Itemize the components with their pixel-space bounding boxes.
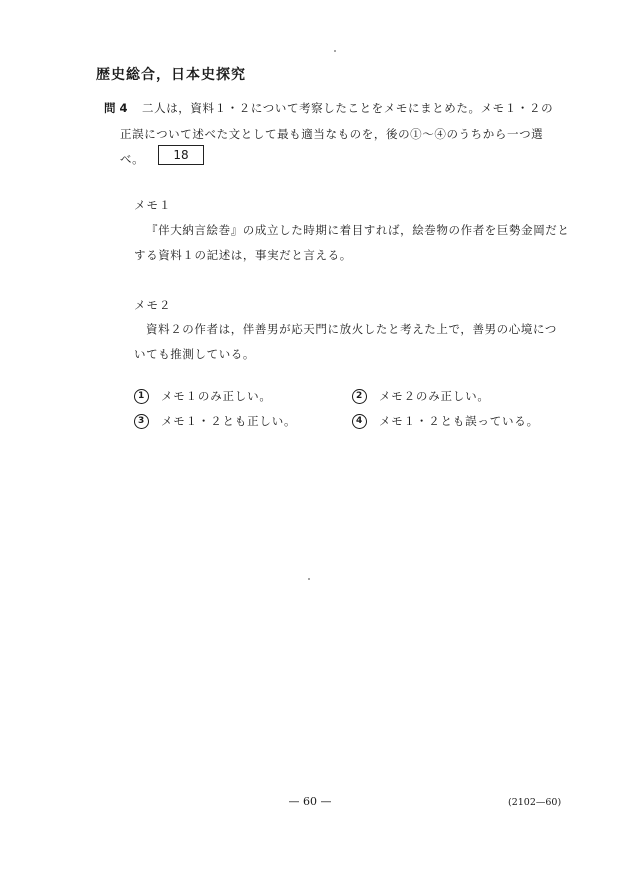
choice-option-1 <box>134 388 272 404</box>
scan-speck <box>308 578 310 580</box>
memo1-text-line: 『伴大納言絵巻』の成立した時期に着目すれば，絵巻物の作者を巨勢金岡だと <box>146 223 570 237</box>
choice-text: メモ１のみ正しい。 <box>161 389 272 403</box>
memo1-title: メモ１ <box>134 198 172 212</box>
choice-option-2 <box>352 388 490 404</box>
scan-speck <box>334 50 336 52</box>
page-code: (2102—60) <box>508 797 562 808</box>
question-text-line: 二人は，資料１・２について考察したことをメモにまとめた。メモ１・２の <box>142 101 554 115</box>
question-text-line: 正誤について述べた文として最も適当なものを，後の①～④のうちから一つ選 <box>120 127 544 141</box>
choice-option-4 <box>352 413 539 429</box>
choice-number-badge: 2 <box>352 389 367 404</box>
choice-text: メモ１・２とも誤っている。 <box>379 414 539 428</box>
choice-number-badge: 1 <box>134 389 149 404</box>
answer-box: 18 <box>158 145 204 165</box>
page-number: — 60 — <box>288 795 332 808</box>
question-label: 問 4 <box>104 101 128 115</box>
memo2-text-line: いても推測している。 <box>134 347 255 361</box>
memo1-text-line: する資料１の記述は，事実だと言える。 <box>134 248 352 262</box>
choice-option-3 <box>134 413 296 429</box>
choice-number-badge: 4 <box>352 414 367 429</box>
subject-heading: 歴史総合，日本史探究 <box>96 67 246 83</box>
memo2-text-line: 資料２の作者は，伴善男が応天門に放火したと考えた上で，善男の心境につ <box>146 322 557 336</box>
choice-text: メモ１・２とも正しい。 <box>161 414 297 428</box>
question-text-line: べ。 <box>120 152 145 166</box>
choice-text: メモ２のみ正しい。 <box>379 389 490 403</box>
memo2-title: メモ２ <box>134 298 172 312</box>
choice-number-badge: 3 <box>134 414 149 429</box>
